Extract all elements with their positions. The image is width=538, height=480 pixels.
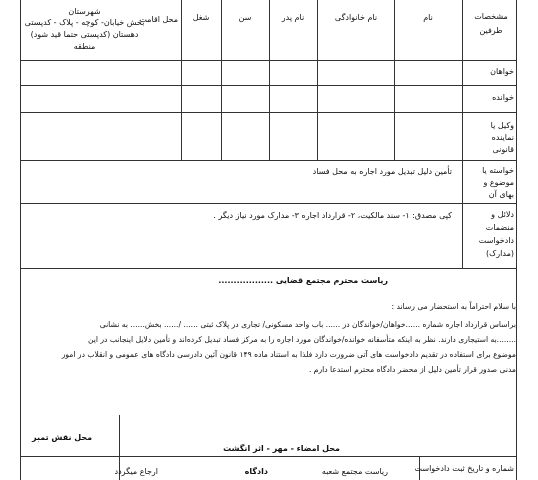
header-occupation: شغل	[192, 13, 210, 22]
header-residence-street: بخش خیابان- کوچه - پلاک - کدپستی	[24, 18, 145, 27]
row-label-plaintiff: خواهان	[490, 67, 514, 76]
row-label-attorney: وکیل یا	[490, 121, 514, 130]
body-line: موضوع برای استفاده در تقدیم دادخواست های آتی ضرورت دارد فلذا به استناد ماده ۱۴۹ قانون آئین دادرسی دادگاه های عمومی و انقلاب در امور	[61, 350, 516, 359]
column-divider	[462, 0, 463, 268]
row-label-attorney: قانونی	[492, 145, 514, 154]
row-divider	[21, 160, 516, 161]
evidence-label: دادخواست	[478, 236, 514, 245]
evidence-label: (مدارک)	[486, 249, 514, 258]
row-divider	[21, 203, 516, 204]
court-label: دادگاه	[244, 467, 268, 476]
stamp-label: محل نقش تمبر	[32, 433, 93, 442]
column-divider	[394, 0, 395, 160]
column-divider	[181, 0, 182, 160]
row-label-defendant: خوانده	[492, 93, 514, 102]
greeting: با سلام احتراماً به استحضار می رساند :	[391, 302, 516, 311]
addressee-title: ریاست محترم مجتمع قضایی ..................	[218, 276, 388, 285]
referral-label: ارجاع میگردد	[114, 467, 158, 476]
signature-label: محل امضاء - مهر - اثر انگشت	[223, 444, 340, 453]
evidence-label: منضمات	[485, 223, 514, 232]
claim-value: تأمین دلیل تبدیل مورد اجاره به محل فساد	[312, 167, 452, 176]
row-divider	[21, 456, 516, 457]
evidence-label: دلائل و	[491, 210, 514, 219]
claim-label: خواسته یا	[482, 166, 514, 175]
registry-label: شماره و تاریخ ثبت دادخواست	[414, 464, 514, 473]
claim-label: بهای آن	[488, 190, 514, 199]
header-father-name: نام پدر	[281, 13, 305, 22]
branch-head-label: ریاست مجتمع شعبه	[321, 467, 388, 476]
claim-label: موضوع و	[483, 178, 514, 187]
column-divider	[221, 0, 222, 160]
header-residence-postal: دهستان (کدپستی حتما قید شود)	[30, 30, 139, 39]
header-residence: محل اقامت	[139, 15, 178, 24]
header-age: سن	[238, 13, 252, 22]
evidence-value: کپی مصدق: ۱- سند مالکیت، ۲- قرارداد اجاره ۳- مدارک مورد نیاز دیگر .	[213, 211, 452, 220]
body-line: براساس قرارداد اجاره شماره ......خواهان/خواندگان در ...... باب واحد مسکونی/ تجاری در پلاک ثبتی ...... /...... بخش...... به نشانی	[99, 320, 516, 329]
body-line: مدنی صدور قرار تأمین دلیل از محضر دادگاه محترم استدعا دارم .	[308, 365, 516, 374]
body-line: ........به استیجاری دارند. نظر به اینکه متأسفانه خوانده/خواندگان مورد اجاره را به مرکز فساد تبدیل کرده‌اند و تأمین دلایل اینجانب در این	[87, 335, 516, 344]
header-first-name: نام	[423, 13, 433, 22]
row-label-attorney: نماینده	[491, 133, 514, 142]
row-divider	[21, 268, 516, 269]
header-residence-city: شهرستان	[68, 7, 101, 16]
header-last-name: نام خانوادگی	[334, 13, 378, 22]
column-divider	[317, 0, 318, 160]
petition-form-frame	[20, 0, 517, 480]
column-divider	[269, 0, 270, 160]
header-residence-region: منطقه	[73, 42, 96, 51]
header-parties: مشخصات طرفین	[474, 12, 508, 35]
